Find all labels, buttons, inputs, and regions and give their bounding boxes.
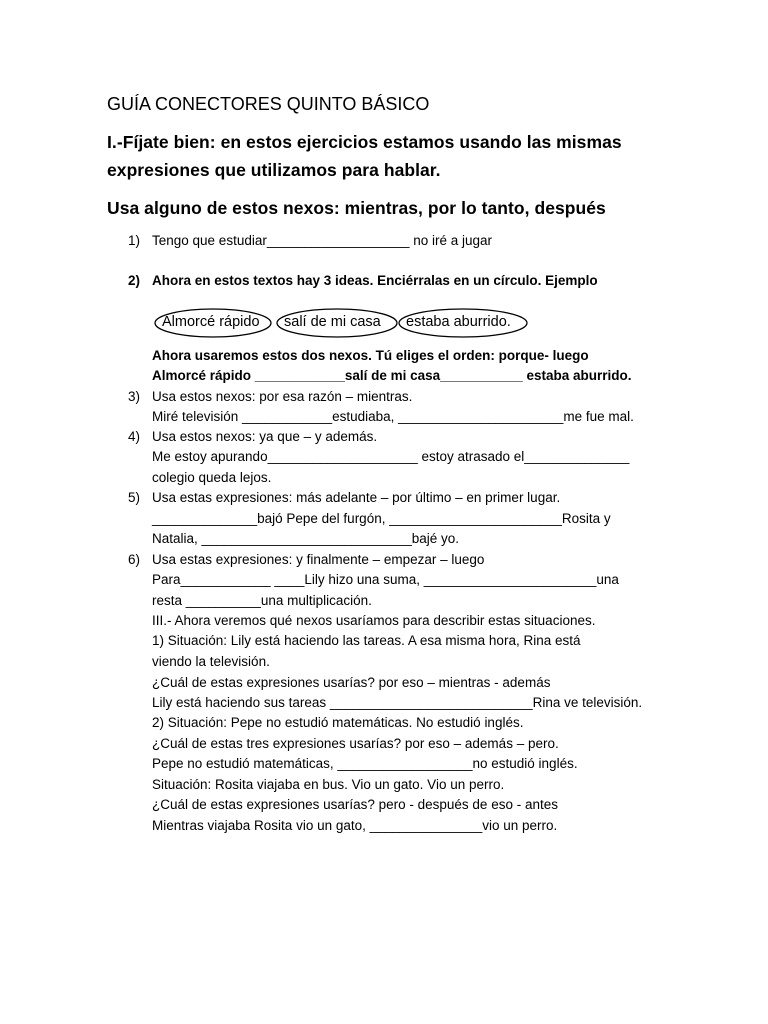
exercise-line: Pepe no estudió matemáticas, __________________no estudió inglés. [152, 756, 578, 771]
instruction-line-2: expresiones que utilizamos para hablar. [107, 160, 441, 180]
example-circled-ideas [152, 306, 532, 342]
oval-idea-3: estaba aburrido. [406, 314, 511, 330]
item-number-2: 2) [128, 273, 141, 288]
exercise-line: Natalia, ____________________________bajé yo. [152, 531, 460, 546]
exercise-line: 1) Situación: Lily está haciendo las tareas. A esa misma hora, Rina está [152, 633, 581, 648]
exercise-line: Almorcé rápido ____________salí de mi casa___________ estaba aburrido. [152, 368, 632, 383]
exercise-line: Para____________ ____Lily hizo una suma, _______________________una [152, 572, 619, 587]
exercise-line: Usa estas expresiones: y finalmente – empezar – luego [152, 552, 485, 567]
exercise-line: ______________bajó Pepe del furgón, _______________________Rosita y [152, 511, 611, 526]
exercise-line: Me estoy apurando____________________ estoy atrasado el______________ [152, 449, 630, 464]
instruction-line-1: I.-Fíjate bien: en estos ejercicios estamos usando las mismas [107, 132, 622, 152]
exercise-line: Ahora usaremos estos dos nexos. Tú eliges el orden: porque- luego [152, 348, 589, 363]
exercise-line: Lily está haciendo sus tareas ___________________________Rina ve televisión. [152, 695, 643, 710]
exercise-line: Situación: Rosita viajaba en bus. Vio un gato. Vio un perro. [152, 777, 505, 792]
oval-idea-1: Almorcé rápido [162, 314, 260, 330]
oval-idea-2: salí de mi casa [284, 314, 381, 330]
exercise-line: ¿Cuál de estas expresiones usarías? pero - después de eso - antes [152, 797, 558, 812]
page-title: GUÍA CONECTORES QUINTO BÁSICO [107, 94, 430, 114]
item-number-3: 3) [128, 389, 141, 404]
exercise-line: Usa estos nexos: por esa razón – mientras. [152, 389, 413, 404]
item-number-1: 1) [128, 233, 141, 248]
section-heading: III.- Ahora veremos qué nexos usaríamos para describir estas situaciones. [152, 613, 596, 628]
exercise-line: Usa estas expresiones: más adelante – por último – en primer lugar. [152, 490, 561, 505]
exercise-line: Mientras viajaba Rosita vio un gato, _______________vio un perro. [152, 818, 558, 833]
item-number-6: 6) [128, 552, 141, 567]
exercise-line: Usa estos nexos: ya que – y además. [152, 429, 378, 444]
exercise-line: ¿Cuál de estas tres expresiones usarías? por eso – además – pero. [152, 736, 559, 751]
exercise-line: ¿Cuál de estas expresiones usarías? por eso – mientras - además [152, 675, 551, 690]
item-number-4: 4) [128, 429, 141, 444]
exercise-line: colegio queda lejos. [152, 470, 272, 485]
exercise-line: resta __________una multiplicación. [152, 593, 372, 608]
exercise-line: Ahora en estos textos hay 3 ideas. Enciérralas en un círculo. Ejemplo [152, 273, 598, 288]
item-number-5: 5) [128, 490, 141, 505]
exercise-line: Tengo que estudiar___________________ no iré a jugar [152, 233, 493, 248]
instruction-nexos: Usa alguno de estos nexos: mientras, por lo tanto, después [107, 198, 606, 218]
exercise-line: Miré televisión ____________estudiaba, ______________________me fue mal. [152, 409, 634, 424]
exercise-line: viendo la televisión. [152, 654, 270, 669]
exercise-line: 2) Situación: Pepe no estudió matemáticas. No estudió inglés. [152, 715, 524, 730]
